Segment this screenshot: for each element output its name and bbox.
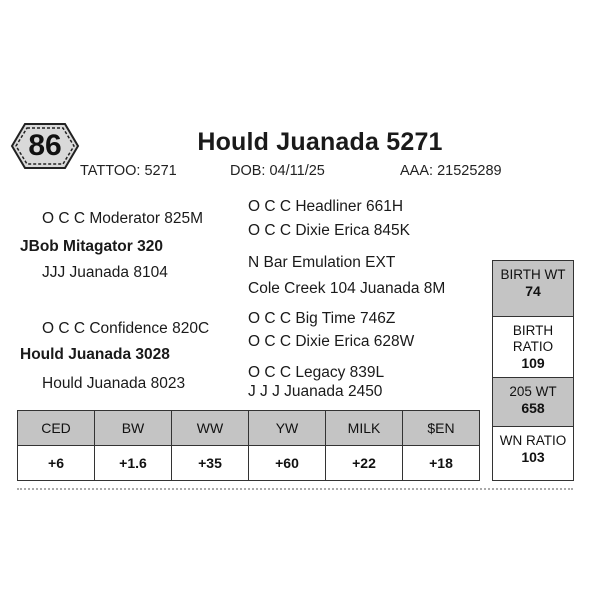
epd-header: BW [95,411,172,446]
cut-line [17,488,573,493]
ss-sire: O C C Headliner 661H [248,198,404,215]
aaa-number: AAA: 21525289 [400,163,502,179]
lot-number: 86 [28,129,62,162]
sd-sire: N Bar Emulation EXT [248,254,396,271]
sire-sire: O C C Moderator 825M [42,210,204,227]
epd-value: +1.6 [95,446,172,481]
ss-dam: O C C Dixie Erica 845K [248,222,410,239]
birth-ratio-cell [492,316,574,378]
ratio-label: WN RATIO [499,433,567,448]
tattoo: TATTOO: 5271 [80,163,177,179]
lot-badge [10,122,80,170]
epd-value-row [18,446,480,481]
birth-wt-cell [492,260,574,317]
ratio-value: 109 [521,355,545,371]
epd-value: +22 [326,446,403,481]
epd-value: +6 [18,446,95,481]
sd-dam: Cole Creek 104 Juanada 8M [248,280,446,297]
sire-dam: JJJ Juanada 8104 [42,264,168,281]
ratio-label: BIRTH RATIO [512,323,554,354]
ratio-box [492,260,574,481]
dam-sire: O C C Confidence 820C [42,320,210,337]
epd-header: WW [172,411,249,446]
dd-dam: J J J Juanada 2450 [248,383,383,400]
ratio-value: 74 [525,283,541,299]
ratio-label: 205 WT [509,384,557,399]
epd-header: MILK [326,411,403,446]
epd-header: YW [249,411,326,446]
epd-header: CED [18,411,95,446]
dam-dam: Hould Juanada 8023 [42,375,186,392]
ds-dam: O C C Dixie Erica 628W [248,333,415,350]
sire: JBob Mitagator 320 [20,238,163,255]
epd-value: +35 [172,446,249,481]
dd-sire: O C C Legacy 839L [248,364,385,381]
epd-header-row [18,411,480,446]
epd-value: +60 [249,446,326,481]
epd-header: $EN [403,411,480,446]
dob: DOB: 04/11/25 [230,163,325,179]
dam: Hould Juanada 3028 [20,346,170,363]
ratio-value: 658 [521,400,545,416]
ratio-label: BIRTH WT [500,267,566,282]
wn-ratio-cell [492,426,574,481]
ratio-value: 103 [521,449,545,465]
animal-name: Hould Juanada 5271 [197,128,443,156]
ds-sire: O C C Big Time 746Z [248,310,396,327]
epd-value: +18 [403,446,480,481]
epd-table [17,410,480,481]
205-wt-cell [492,377,574,427]
